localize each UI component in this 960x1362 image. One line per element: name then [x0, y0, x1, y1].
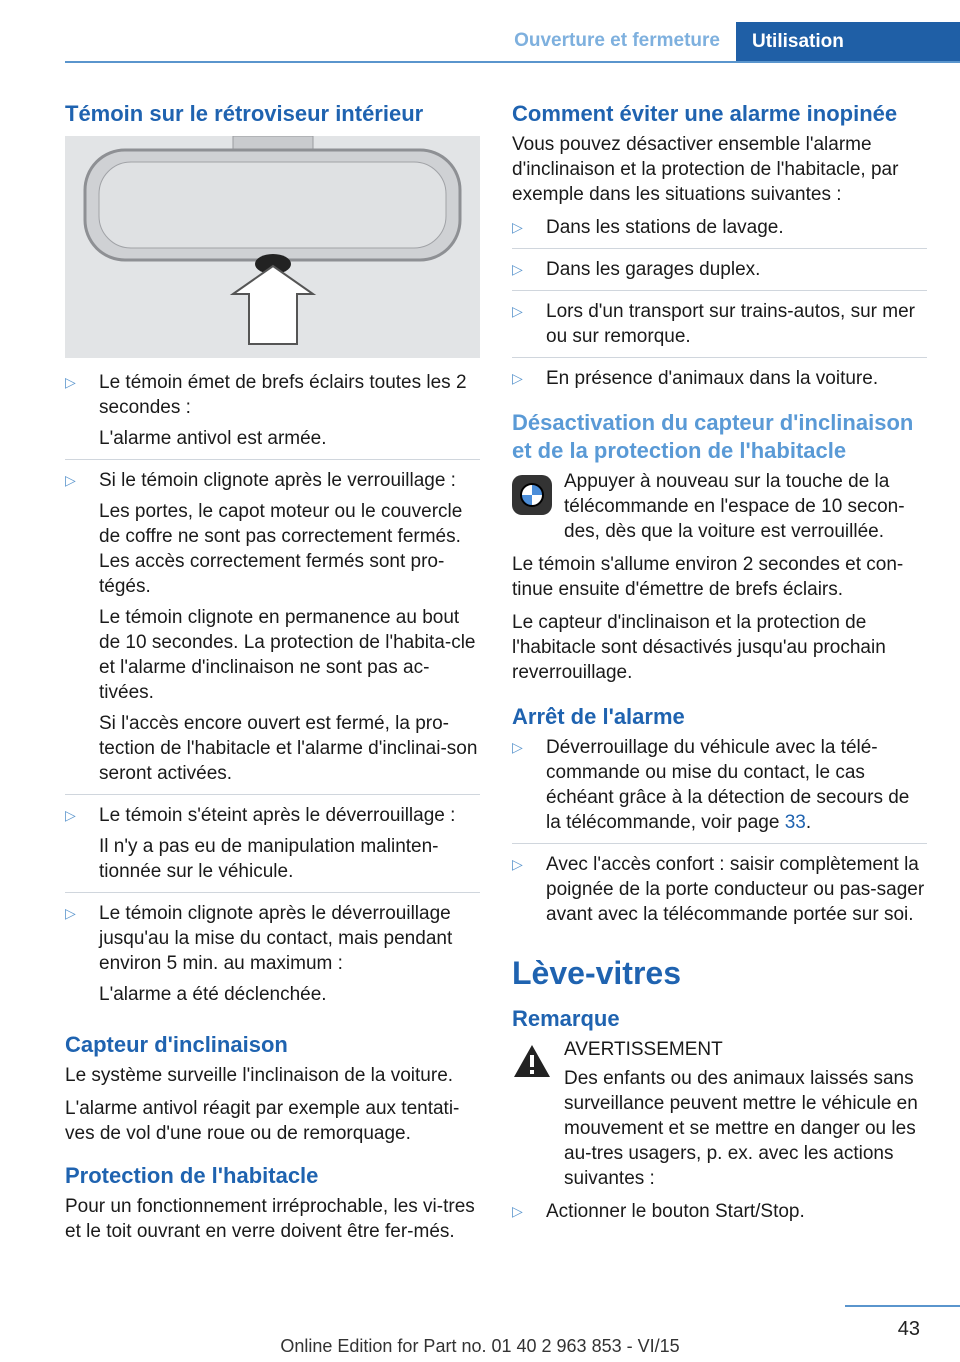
list-item-text: En présence d'animaux dans la voiture. — [546, 368, 879, 389]
list-item — [512, 852, 927, 935]
warning-text: Des enfants ou des animaux laissés sans surveillance peuvent mettre le véhicule en mouvement et se mettre en danger ou les au-tres usagers, p. ex. avec les actions suivantes : — [564, 1068, 918, 1189]
list-item-detail: Il n'y a pas eu de manipulation malinten-tionnée sur le véhicule. — [99, 836, 439, 882]
list-item — [512, 366, 927, 399]
list-item: ▷ Déverrouillage du véhicule avec la télé-commande ou mise du contact, le cas échéant grâce à la détection de secours de la télécommande, voir page 33. — [512, 735, 927, 844]
list-item-text: Le témoin émet de brefs éclairs toutes les 2 secondes : — [99, 372, 467, 418]
list-item — [65, 370, 480, 460]
list-item — [65, 803, 480, 893]
edition-footer: Online Edition for Part no. 01 40 2 963 853 - VI/15 — [280, 1336, 680, 1356]
bullet-triangle-icon: ▷ — [512, 261, 523, 277]
list-item — [512, 299, 927, 358]
bullet-triangle-icon: ▷ — [65, 374, 76, 390]
heading-tilt-sensor: Capteur d'inclinaison — [65, 1032, 288, 1057]
footer-rule-container — [0, 1305, 960, 1307]
page-number: 43 — [897, 1318, 920, 1340]
list-item-text: Déverrouillage du véhicule avec la télé-commande ou mise du contact, le cas échéant grâce à la détection de secours de la télécommande, voir page — [546, 737, 910, 833]
header-rule — [65, 61, 960, 63]
heading-deactivation: Désactivation du capteur d'inclinaison et de la protection de l'habitacle — [512, 410, 914, 463]
chapter-tab: Utilisation — [736, 22, 960, 62]
list-item-detail: Si l'accès encore ouvert est fermé, la pro-tection de l'habitacle et l'alarme d'inclinai-son seront activées. — [99, 713, 478, 784]
list-item-detail: Les portes, le capot moteur ou le couvercle de coffre ne sont pas correctement fermés. Les accès correctement fermés sont pro-tégés. — [99, 501, 463, 597]
list-item — [512, 257, 927, 291]
list-item-text: Si le témoin clignote après le verrouillage : — [99, 470, 456, 491]
page-link[interactable]: 33 — [784, 812, 806, 833]
stop-alarm-list — [512, 735, 927, 935]
warning-note — [512, 1037, 927, 1191]
heading-mirror-indicator: Témoin sur le rétroviseur intérieur — [65, 101, 424, 126]
bullet-triangle-icon: ▷ — [65, 472, 76, 488]
mirror-indicator-list — [65, 370, 480, 1015]
list-item-text: Avec l'accès confort : saisir complètement la poignée de la porte conducteur ou pas-sager avant avec la télécommande portée sur soi. — [546, 854, 925, 925]
left-column — [65, 100, 480, 1252]
bullet-triangle-icon: ▷ — [512, 219, 523, 235]
deactivation-text-2: Le capteur d'inclinaison et la protection de l'habitacle sont désactivés jusqu'au prochain reverrouillage. — [512, 612, 886, 683]
list-item-detail: L'alarme a été déclenchée. — [99, 984, 327, 1005]
list-item-text: Le témoin s'éteint après le déverrouillage : — [99, 805, 456, 826]
heading-avoid-alarm: Comment éviter une alarme inopinée — [512, 101, 898, 126]
avoid-alarm-list — [512, 215, 927, 399]
warning-icon — [512, 1043, 552, 1079]
list-item — [65, 468, 480, 795]
remote-key-note — [512, 469, 927, 544]
list-item-text: Actionner le bouton Start/Stop. — [546, 1201, 805, 1222]
right-column — [512, 100, 927, 1240]
bullet-triangle-icon: ▷ — [512, 303, 523, 319]
list-item-detail: L'alarme antivol est armée. — [99, 428, 327, 449]
deactivation-text-1: Le témoin s'allume environ 2 secondes et con-tinue ensuite d'émettre de brefs éclairs. — [512, 554, 904, 600]
list-item — [65, 901, 480, 1015]
heading-interior-protection: Protection de l'habitacle — [65, 1163, 319, 1188]
section-title: Ouverture et fermeture — [514, 30, 720, 51]
tilt-sensor-text-1: Le système surveille l'inclinaison de la voiture. — [65, 1065, 454, 1086]
heading-stop-alarm: Arrêt de l'alarme — [512, 704, 685, 729]
bullet-triangle-icon: ▷ — [65, 905, 76, 921]
heading-remark: Remarque — [512, 1006, 620, 1031]
list-item-text: Dans les garages duplex. — [546, 259, 761, 280]
rearview-mirror-illustration — [65, 136, 480, 358]
bullet-triangle-icon: ▷ — [512, 370, 523, 386]
tilt-sensor-text-2: L'alarme antivol réagit par exemple aux tentati-ves de vol d'une roue ou de remorquage. — [65, 1098, 460, 1144]
list-item — [512, 215, 927, 249]
bullet-triangle-icon: ▷ — [65, 807, 76, 823]
list-item-detail: Le témoin clignote en permanence au bout de 10 secondes. La protection de l'habita-cle et l'alarme d'inclinaison ne sont pas ac-tivées. — [99, 607, 476, 703]
list-item — [512, 1199, 927, 1232]
avoid-alarm-text: Vous pouvez désactiver ensemble l'alarme d'inclinaison et la protection de l'habitacle, par exemple dans les situations suivantes : — [512, 134, 899, 205]
heading-window-lifts: Lève-vitres — [512, 955, 681, 991]
remote-key-text: Appuyer à nouveau sur la touche de la télécommande en l'espace de 10 secon-des, dès que la voiture est verrouillée. — [564, 471, 905, 542]
bullet-triangle-icon: ▷ — [512, 739, 523, 755]
list-item-text: Lors d'un transport sur trains-autos, sur mer ou sur remorque. — [546, 301, 915, 347]
remote-key-icon — [512, 475, 552, 515]
list-item-text: Dans les stations de lavage. — [546, 217, 784, 238]
footer-rule — [845, 1305, 960, 1307]
bullet-triangle-icon: ▷ — [512, 856, 523, 872]
interior-protection-text: Pour un fonctionnement irréprochable, les vi-tres et le toit ouvrant en verre doivent être fer-més. — [65, 1196, 475, 1242]
bullet-triangle-icon: ▷ — [512, 1203, 523, 1219]
warning-action-list — [512, 1199, 927, 1232]
list-item-text: Le témoin clignote après le déverrouillage jusqu'au la mise du contact, mais pendant environ 5 min. au maximum : — [99, 903, 453, 974]
warning-title: AVERTISSEMENT — [564, 1039, 723, 1060]
page-header — [65, 0, 960, 62]
